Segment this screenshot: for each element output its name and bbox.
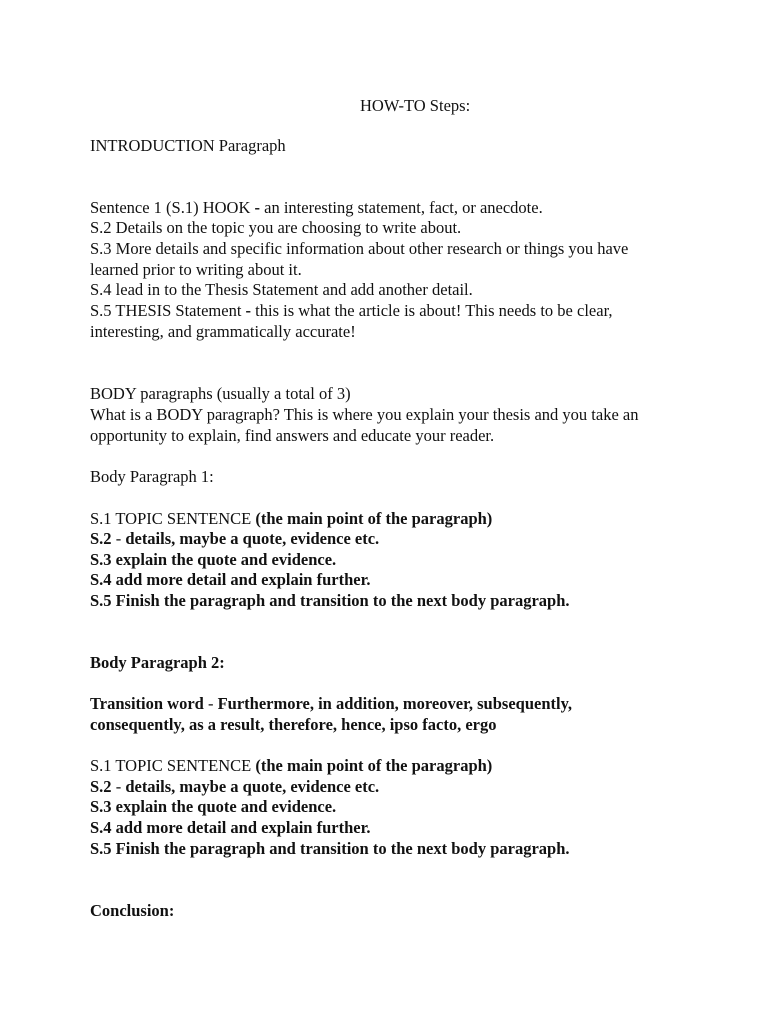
body1-heading: Body Paragraph 1: [90, 467, 214, 486]
body1-s5-text: S.5 Finish the paragraph and transition to the next body paragraph. [90, 591, 570, 610]
intro-s1-dash: - [254, 198, 261, 217]
body-section-desc-line-2: opportunity to explain, find answers and educate your reader. [90, 426, 495, 445]
body2-s2-dash: - [111, 777, 126, 796]
body2-sentence-2 [90, 777, 379, 798]
body2-transition-words: Furthermore, in addition, moreover, subsequently, [217, 694, 573, 713]
body2-s2-label: S.2 [90, 777, 112, 796]
intro-s5-dash: - [245, 301, 252, 320]
body2-heading-text: Body Paragraph 2: [90, 653, 225, 672]
body2-transition-words-2: consequently, as a result, therefore, hence, ipso facto, ergo [90, 715, 497, 734]
body1-sentence-2 [90, 529, 379, 550]
body1-sentence-4 [90, 570, 371, 591]
body-section-heading: BODY paragraphs (usually a total of 3) [90, 384, 351, 403]
body1-sentence-1 [90, 509, 492, 530]
intro-heading: INTRODUCTION Paragraph [90, 136, 286, 155]
body1-sentence-5 [90, 591, 570, 612]
body2-heading [90, 653, 225, 674]
body2-s1-bold: (the main point of the paragraph) [255, 756, 493, 775]
body2-s3-text: S.3 explain the quote and evidence. [90, 797, 337, 816]
body2-transition-dash: - [203, 694, 218, 713]
intro-s1-prefix: Sentence 1 (S.1) HOOK [90, 198, 255, 217]
intro-sentence-1 [90, 198, 543, 219]
body1-s2-label: S.2 [90, 529, 112, 548]
intro-sentence-3-line-2: learned prior to writing about it. [90, 260, 302, 279]
body2-transition-line-1 [90, 694, 572, 715]
body2-s5-text: S.5 Finish the paragraph and transition to the next body paragraph. [90, 839, 570, 858]
intro-s5-prefix: S.5 THESIS Statement [90, 301, 246, 320]
body2-sentence-1 [90, 756, 492, 777]
body2-sentence-4 [90, 818, 371, 839]
body1-s3-text: S.3 explain the quote and evidence. [90, 550, 337, 569]
body2-s4-text: S.4 add more detail and explain further. [90, 818, 371, 837]
intro-sentence-2: S.2 Details on the topic you are choosing to write about. [90, 218, 462, 237]
conclusion-heading-text: Conclusion: [90, 901, 175, 920]
body2-s1-prefix: S.1 TOPIC SENTENCE [90, 756, 256, 775]
body1-sentence-3 [90, 550, 336, 571]
body1-s1-bold: (the main point of the paragraph) [255, 509, 493, 528]
body1-s2-dash: - [111, 529, 126, 548]
body2-transition-line-2 [90, 715, 497, 736]
body1-s2-text: details, maybe a quote, evidence etc. [125, 529, 380, 548]
body2-transition-label: Transition word [90, 694, 204, 713]
page-title: HOW-TO Steps: [360, 96, 471, 115]
body1-s4-text: S.4 add more detail and explain further. [90, 570, 371, 589]
conclusion-heading [90, 901, 174, 922]
body2-s2-text: details, maybe a quote, evidence etc. [125, 777, 380, 796]
intro-sentence-5 [90, 301, 613, 322]
intro-sentence-5-line-2: interesting, and grammatically accurate! [90, 322, 356, 341]
intro-s5-rest: this is what the article is about! This needs to be clear, [251, 301, 613, 320]
body-section-desc-line-1: What is a BODY paragraph? This is where you explain your thesis and you take an [90, 405, 639, 424]
intro-sentence-4: S.4 lead in to the Thesis Statement and add another detail. [90, 280, 473, 299]
intro-sentence-3-line-1: S.3 More details and specific information about other research or things you have [90, 239, 629, 258]
body2-sentence-5 [90, 839, 570, 860]
body2-sentence-3 [90, 797, 336, 818]
body1-s1-prefix: S.1 TOPIC SENTENCE [90, 509, 256, 528]
intro-s1-rest: an interesting statement, fact, or anecdote. [260, 198, 543, 217]
